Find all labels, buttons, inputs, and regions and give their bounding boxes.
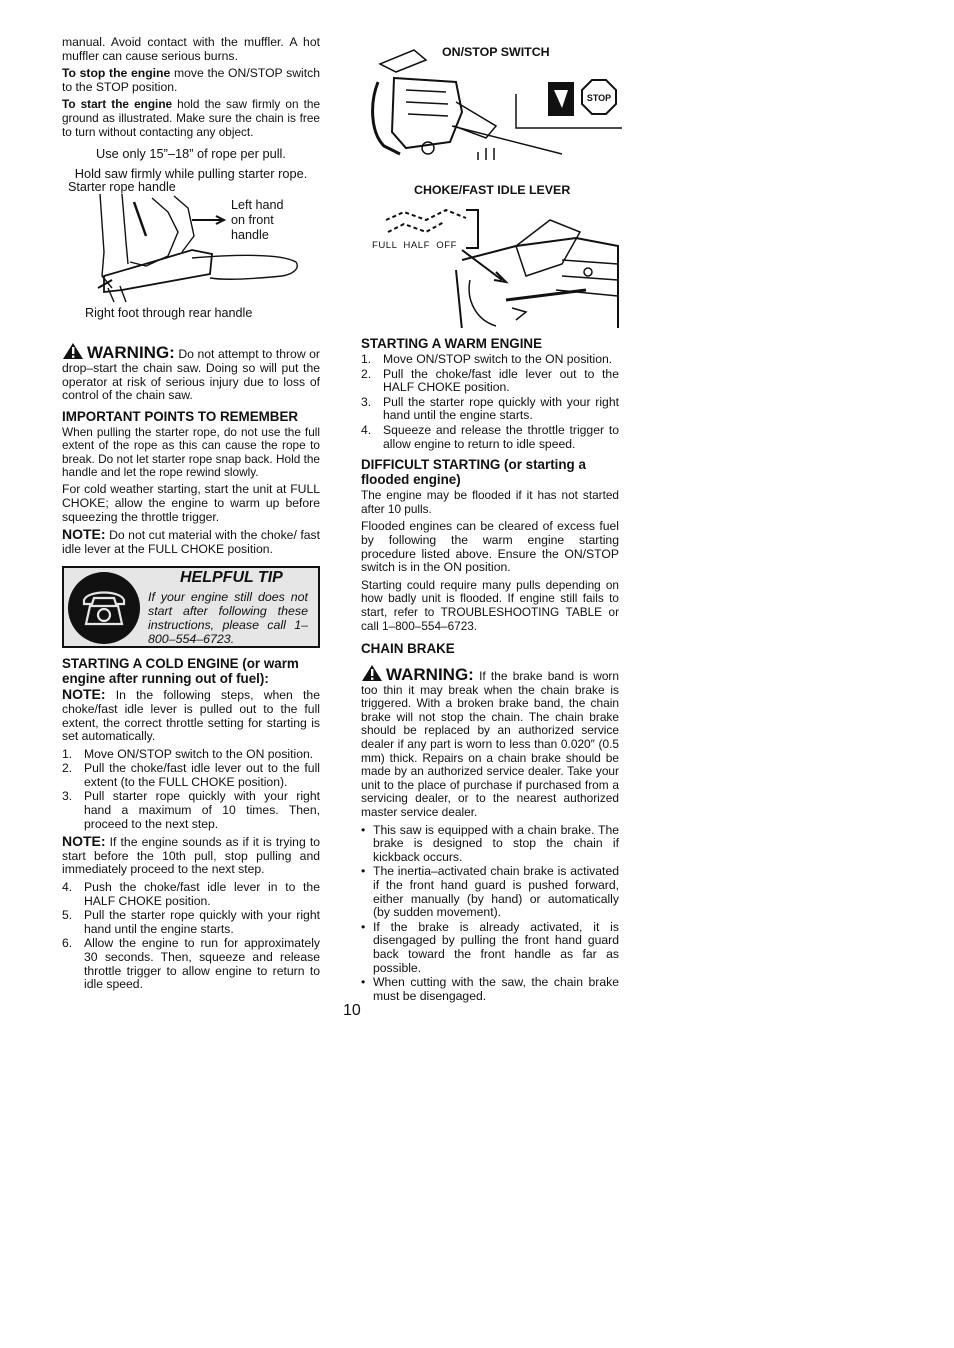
cold-engine-heading: STARTING A COLD ENGINE (or warm engine after running out of fuel): [62,656,299,687]
switch-icon [548,82,574,116]
left-hand-label-2: on front [231,213,274,228]
choke-illustration [366,180,622,328]
warning-triangle-icon [62,342,84,360]
step-text: Move ON/STOP switch to the ON position. [84,746,314,761]
left-hand-label-1: Left hand [231,198,284,213]
stop-engine-text: move the ON/STOP switch to the STOP position. [62,66,320,94]
brake-warning-text: If the brake band is worn too thin it may break when the chain brake is triggered. With a broken brake band, the chain brake will not stop the chain. The chain brake should be replaced by an authorized service dealer if any part is worn to less than 0.020″ (0.5 mm) thick. Repairs on a chain brake should be made by an authorized service dealer. Take your unit to the place of purchase if purchased from a servicing dealer, or to the nearest authorized master service dealer. [361,669,619,820]
stop-sign-text: STOP [586,93,612,103]
step-number: 2. [361,366,372,381]
choke-lever-figure [366,180,622,328]
helpful-tip-title: HELPFUL TIP [180,569,283,587]
cold-steps-b [62,881,320,992]
choke-lever-label: CHOKE/FAST IDLE LEVER [414,183,571,197]
step-item [62,909,320,936]
stop-engine-paragraph [62,67,320,94]
start-engine-paragraph [62,98,320,139]
step-number: 4. [62,880,73,895]
chainsaw-illustration [366,42,622,170]
step-item [62,762,320,789]
step-number: 4. [361,422,372,437]
note-label: NOTE: [62,686,106,703]
left-hand-label-3: handle [231,228,269,243]
step-text: Push the choke/fast idle lever in to the HALF CHOKE position. [84,880,320,908]
rope-note: Use only 15”–18” of rope per pull. [96,146,286,162]
bullet-text: If the brake is already activated, it is disengaged by pulling the front hand guard back toward the front handle as far as possible. [373,919,619,975]
throw-start-warning [62,342,320,402]
onstop-switch-label: ON/STOP SWITCH [442,45,550,59]
step-item [62,937,320,991]
step-item [361,396,619,423]
bullet-item: • If the brake is already activated, it is disengaged by pulling the front hand guard back toward the front handle as far as possible. [361,919,619,975]
important-paragraph-1: When pulling the starter rope, do not use the full extent of the rope as this can cause the rope to break. Do not let starter rope snap back. Hold the handle and let the rope rewind slowly. [62,424,320,479]
step-text: Squeeze and release the throttle trigger to allow engine to return to idle speed. [383,422,619,451]
bullet-text: When cutting with the saw, the chain brake must be disengaged. [373,975,619,1003]
chain-brake-heading: CHAIN BRAKE [361,641,455,657]
step-number: 2. [62,761,73,776]
important-paragraph-2: For cold weather starting, start the unit at FULL CHOKE; allow the engine to warm up before squeezing the throttle trigger. [62,482,320,524]
choke-note [62,528,320,556]
telephone-icon [68,572,140,644]
step-number: 3. [361,394,372,409]
warning-label: WARNING: [87,343,175,363]
muffler-paragraph: manual. Avoid contact with the muffler. A hot muffler can cause serious burns. [62,35,320,63]
stop-engine-label: To stop the engine [62,66,171,81]
start-engine-text: hold the saw firmly on the ground as illustrated. Make sure the chain is free to turn without contacting any object. [62,97,320,139]
difficult-starting-heading: DIFFICULT STARTING (or starting a flooded engine) [361,457,586,488]
step-number: 1. [361,352,372,366]
warning-text: Do not attempt to throw or drop–start the chain saw. Doing so will put the operator at risk of serious injury due to loss of control of the chain saw. [62,347,320,403]
tenth-pull-note [62,835,320,877]
step-text: Move ON/STOP switch to the ON position. [383,352,613,366]
cold-note-text: In the following steps, when the choke/fast idle lever is pulled out to the full extent, the correct throttle setting for starting is set automatically. [62,688,320,744]
start-engine-label: To start the engine [62,97,173,112]
tenth-pull-note-text: If the engine sounds as if it is trying to start before the 10th pull, stop pulling and immediately proceed to the next step. [62,835,320,877]
warning-label: WARNING: [386,665,474,685]
step-item [361,368,619,395]
helpful-tip-text: If your engine still does not start after following these instructions, please call 1–800–554–6723. [148,590,308,647]
helpful-tip-box [62,566,320,648]
step-number: 1. [62,746,73,761]
step-text: Pull the choke/fast idle lever out to the HALF CHOKE position. [383,366,619,395]
bullet-text: This saw is equipped with a chain brake. The brake is designed to stop the chain if kickback occurs. [373,822,619,864]
warm-steps [361,353,619,451]
bullet-item: • The inertia–activated chain brake is activated if the front hand guard is pushed forward, either manually (by hand) or automatically (by sudden movement). [361,864,619,920]
note-label: NOTE: [62,526,106,543]
step-item [62,881,320,908]
starting-figure [62,180,320,330]
onstop-switch-figure [366,42,622,170]
bullet-item: • This saw is equipped with a chain brake. The brake is designed to stop the chain if kickback occurs. [361,822,619,864]
difficult-paragraph-2: Flooded engines can be cleared of excess fuel by following the warm engine starting procedure listed above. Ensure the ON/STOP switch is in the ON position. [361,519,619,575]
brake-warning [361,664,619,820]
left-column [62,36,320,996]
difficult-paragraph-3: Starting could require many pulls depending on how badly unit is flooded. If engine still fails to start, refer to TROUBLESHOOTING TABLE or call 1–800–554–6723. [361,577,619,633]
bullet-item: • When cutting with the saw, the chain brake must be disengaged. [361,975,619,1003]
right-column [361,336,619,1007]
cold-steps-a [62,748,320,832]
step-number: 3. [62,789,73,804]
important-heading: IMPORTANT POINTS TO REMEMBER [62,408,299,424]
hold-note: Hold saw firmly while pulling starter rope. [74,165,308,181]
bullet-text: The inertia–activated chain brake is activated if the front hand guard is pushed forward, either manually (by hand) or automatically (by sudden movement). [373,864,619,920]
starter-rope-handle-label: Starter rope handle [68,180,176,195]
page-number: 10 [343,1002,361,1019]
step-text: Pull the choke/fast idle lever out to the full extent (to the FULL CHOKE position). [84,761,320,789]
brake-bullets [361,824,619,1004]
warm-engine-heading: STARTING A WARM ENGINE [361,336,543,351]
step-text: Allow the engine to run for approximately 30 seconds. Then, squeeze and release throttle trigger to allow engine to return to idle speed. [84,936,320,992]
step-item [361,353,619,367]
step-number: 6. [62,936,73,951]
choke-positions-label: FULL HALF OFF [372,240,457,251]
saw-starting-illustration [82,192,332,304]
step-number: 5. [62,908,73,923]
note-label: NOTE: [62,833,106,850]
step-text: Pull the starter rope quickly with your right hand until the engine starts. [383,394,619,423]
right-foot-label: Right foot through rear handle [85,306,253,321]
choke-note-text: Do not cut material with the choke/ fast idle lever at the FULL CHOKE position. [62,528,320,556]
step-item [361,424,619,451]
warning-triangle-icon [361,664,383,682]
difficult-paragraph-1: The engine may be flooded if it has not started after 10 pulls. [361,488,619,516]
cold-note [62,688,320,743]
step-item [62,790,320,831]
step-text: Pull starter rope quickly with your right hand a maximum of 10 times. Then, proceed to the next step. [84,789,320,831]
step-text: Pull the starter rope quickly with your right hand until the engine starts. [84,908,320,936]
step-item [62,748,320,762]
